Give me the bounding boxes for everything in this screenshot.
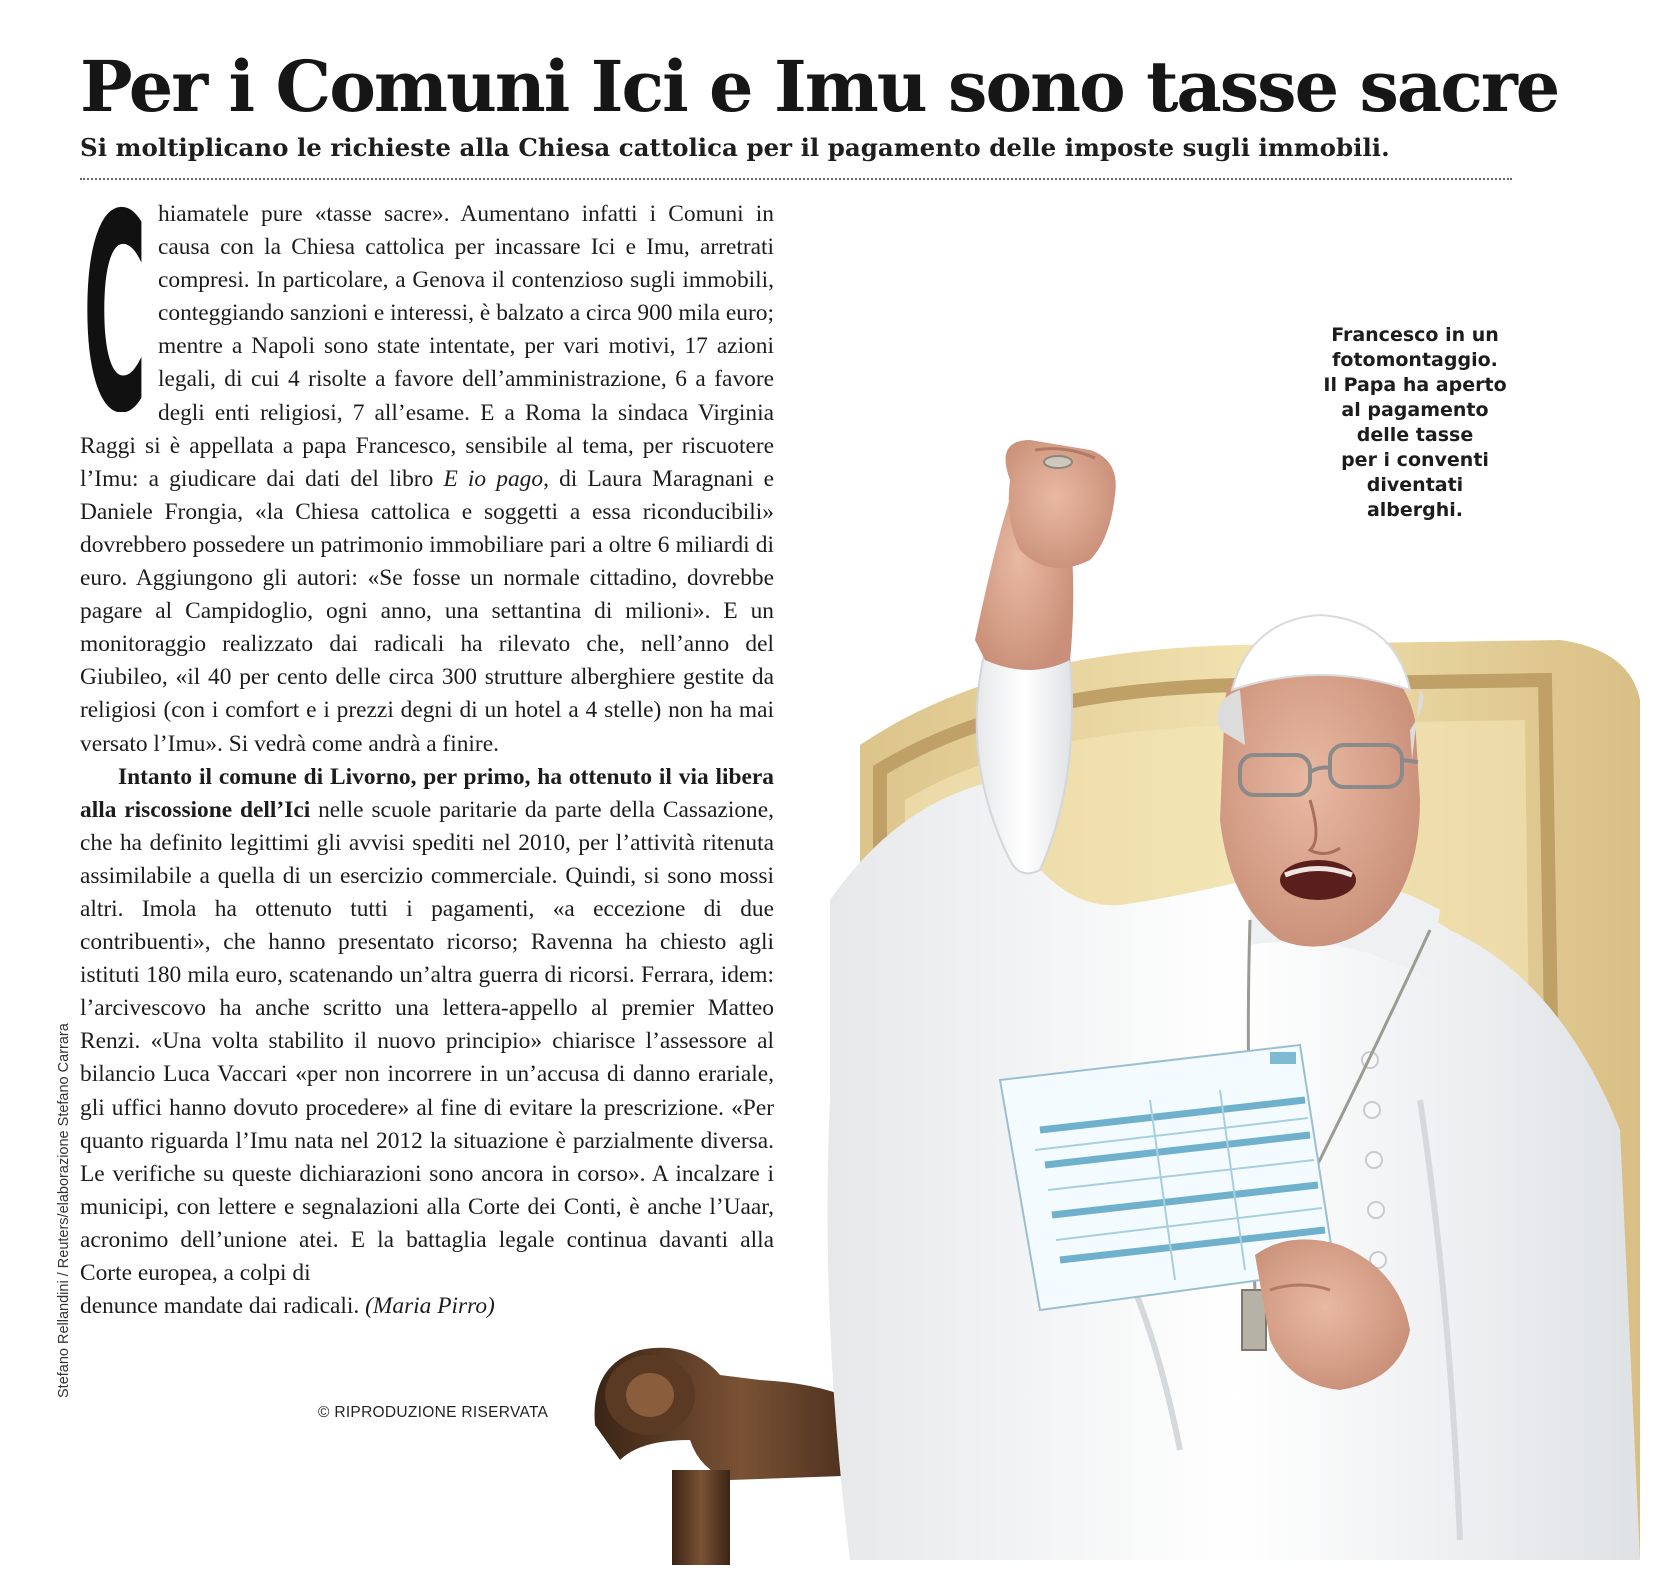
caption-line: al pagamento <box>1341 399 1489 421</box>
caption-line: Il Papa ha aperto <box>1323 374 1507 396</box>
raised-fist <box>1006 440 1116 568</box>
headline: Per i Comuni Ici e Imu sono tasse sacre <box>80 45 1559 128</box>
closing-text: denunce mandate dai radicali. <box>80 1293 360 1320</box>
paragraph-1-text-a: hiamatele pure «tasse sacre». Aumentano infatti i Comuni in causa con la Chiesa cattolica per incassare Ici e Imu, arretrati compresi. In particolare, a Genova il contenzioso sugli immobili, conteggiando sanzioni e interessi, è balzato a circa 900 mila euro; mentre a Napoli sono state intentate, per vari motivi, 17 azioni legali, di cui 4 risolte a favore dell’amministrazione, 6 a favore degli enti religiosi, 7 all’esame. E a Roma la sindaca Virginia Raggi si è appellata a papa Francesco, sensibile al tema, per riscuotere l’Imu: a giudicare dai dati del libro <box>80 201 774 492</box>
paragraph-1-text-b: , di Laura Maragnani e Daniele Frongia, «la Chiesa cattolica e soggetti a essa riconducibili» dovrebbero possedere un patrimonio immobiliare pari a oltre 6 miliardi di euro. Aggiungono gli autori: «Se fosse un normale cittadino, dovrebbe pagare al Campidoglio, ogni anno, una settantina di milioni». E un monitoraggio realizzato dai radicali ha rilevato che, nell’anno del Giubileo, «il 40 per cento delle circa 300 strutture alberghiere gestite da religiosi (con i comfort e i prezzi degni di un hotel a 4 stelle) non ha mai versato l’Imu». Si vedrà come andrà a finire. <box>80 465 775 757</box>
caption-line: diventati <box>1366 474 1464 496</box>
pope-photo <box>580 440 1653 1572</box>
caption-line: Francesco in un <box>1331 324 1499 346</box>
caption-line: alberghi. <box>1366 499 1464 521</box>
svg-text:C: C <box>83 202 147 412</box>
dotted-divider <box>80 178 1512 180</box>
caption-line: fotomontaggio. <box>1332 349 1498 371</box>
author-signature: (Maria Pirro) <box>365 1293 495 1320</box>
photo-credit: Stefano Rellandini / Reuters/elaborazione Stefano Carrara <box>56 1023 72 1398</box>
paragraph-2-lead: Intanto il comune di Livorno, per primo, ha ottenuto il via libera alla riscossione dell’Ici <box>80 763 774 823</box>
paragraph-2-text: nelle scuole paritarie da parte della Cassazione, che ha definito legittimi gli avvisi spediti nel 2010, per l’attività ritenuta assimilabile a quella di un esercizio commerciale. Quindi, si sono mossi altri. Imola ha ottenuto tutti i pagamenti, «a eccezione di due contribuenti», che hanno presentato ricorso; Ravenna ha chiesto agli istituti 180 mila euro, scatenando un’altra guerra di ricorsi. Ferrara, idem: l’arcivescovo ha anche scritto una lettera-appello al premier Matteo Renzi. «Una volta stabilito il nuovo principio» chiarisce l’assessore al bilancio Luca Vaccari «per non incorrere in un’accusa di danno erariale, gli uffici hanno dovuto procedere» al fine di evitare la prescrizione. «Per quanto riguarda l’Imu nata nel 2012 la situazione è parzialmente diversa. Le verifiche su queste dichiarazioni sono ancora in corso». A incalzare i municipi, con lettere e segnalazioni alla Corte dei Conti, è anche l’Uaar, acronimo dell’unione atei. E la battaglia legale continua davanti alla Corte europea, a colpi di <box>80 796 774 1286</box>
pope-head <box>1218 615 1424 947</box>
copyright-notice: © RIPRODUZIONE RISERVATA <box>318 1404 549 1421</box>
dropcap-letter <box>80 202 150 412</box>
caption-line: delle tasse <box>1356 424 1474 446</box>
book-title: E io pago <box>443 465 544 492</box>
subheadline: Si moltiplicano le richieste alla Chiesa cattolica per il pagamento delle imposte sugli immobili. <box>80 133 1390 162</box>
caption-line: per i conventi <box>1341 449 1489 471</box>
